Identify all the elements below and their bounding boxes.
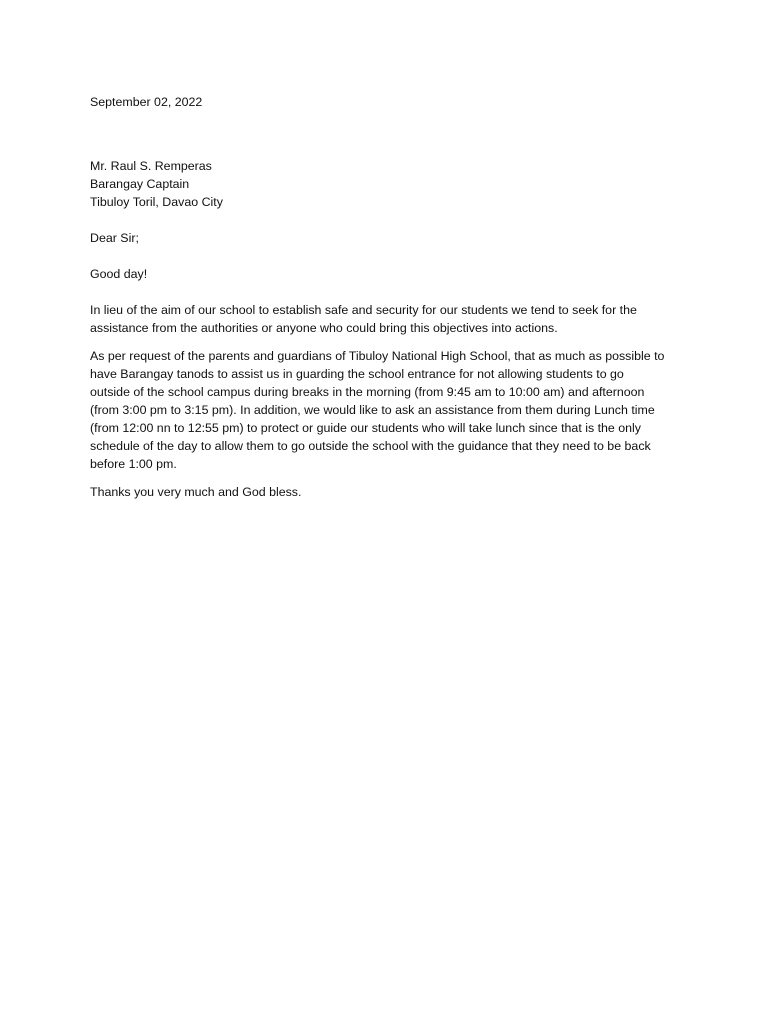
- letter-date: September 02, 2022: [90, 95, 203, 109]
- recipient-address: Tibuloy Toril, Davao City: [90, 195, 223, 209]
- recipient-title: Barangay Captain: [90, 177, 190, 191]
- paragraph-line: assistance from the authorities or anyone who could bring this objectives into actions.: [90, 321, 558, 335]
- greeting: Good day!: [90, 267, 148, 281]
- paragraph-line: schedule of the day to allow them to go outside the school with the guidance that they need to be back: [90, 439, 651, 453]
- recipient-address-block: [90, 157, 690, 211]
- salutation: Dear Sir;: [90, 231, 139, 245]
- paragraph-line: before 1:00 pm.: [90, 457, 177, 471]
- recipient-name: Mr. Raul S. Remperas: [90, 159, 212, 173]
- paragraph-line: outside of the school campus during breaks in the morning (from 9:45 am to 10:00 am) and afternoon: [90, 385, 645, 399]
- paragraph-line: have Barangay tanods to assist us in guarding the school entrance for not allowing students to go: [90, 367, 624, 381]
- letter-body: [90, 93, 690, 501]
- body-paragraph-purpose: [90, 301, 690, 337]
- paragraph-line: In lieu of the aim of our school to establish safe and security for our students we tend to seek for the: [90, 303, 637, 317]
- paragraph-line: (from 3:00 pm to 3:15 pm). In addition, we would like to ask an assistance from them during Lunch time: [90, 403, 655, 417]
- body-paragraph-request: [90, 347, 690, 473]
- paragraph-line: As per request of the parents and guardians of Tibuloy National High School, that as much as possible to: [90, 349, 665, 363]
- paragraph-line: (from 12:00 nn to 12:55 pm) to protect or guide our students who will take lunch since that is the only: [90, 421, 641, 435]
- closing-line: Thanks you very much and God bless.: [90, 485, 302, 499]
